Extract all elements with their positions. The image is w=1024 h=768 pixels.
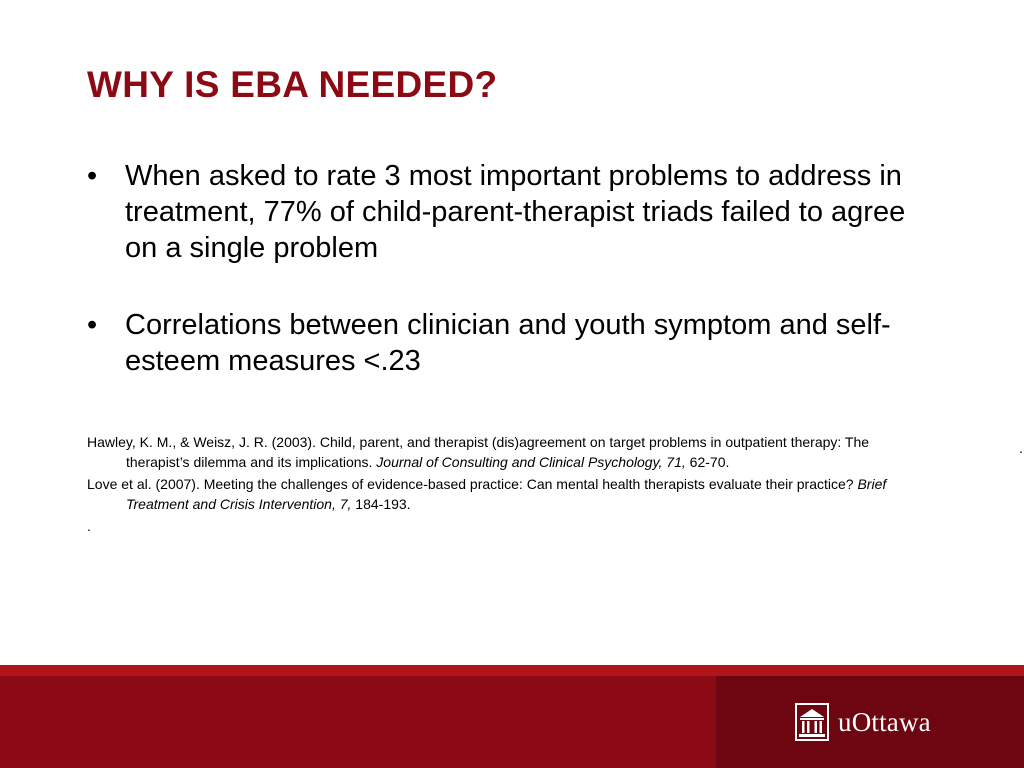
slide-title: WHY IS EBA NEEDED?: [87, 64, 498, 105]
reference-pages: 62-70.: [685, 453, 730, 470]
uottawa-logo: [795, 703, 931, 741]
reference-hawley: [87, 433, 917, 472]
reference-journal: Journal of Consulting and Clinical Psychology, 71,: [376, 453, 686, 470]
stray-mark: .: [1019, 440, 1023, 456]
bullet-marker: •: [87, 309, 98, 341]
university-building-icon: [795, 703, 829, 741]
reference-love: [87, 475, 917, 514]
trailing-period: .: [87, 518, 91, 534]
reference-text: Hawley, K. M., & Weisz, J. R. (2003). Child, parent, and therapist (dis)agreement on target problems in outpatient therapy: The therapist’s dilemma and its implications.: [87, 434, 870, 470]
bullet-marker: •: [87, 160, 98, 192]
bullet-item: [87, 158, 917, 266]
reference-text: Love et al. (2007). Meeting the challenges of evidence-based practice: Can mental health therapists evaluate their practice?: [87, 476, 858, 492]
bullet-list: [87, 158, 917, 379]
bullet-text: Correlations between clinician and youth symptom and self-esteem measures <.23: [125, 309, 891, 377]
reference-journal: Brief Treatment and Crisis Intervention, 7,: [126, 476, 887, 512]
reference-pages: 184-193.: [351, 495, 411, 512]
footer-logo-block: [716, 676, 1024, 768]
footer-highlight-line: [0, 665, 1024, 676]
footer-band: [0, 665, 1024, 768]
bullet-item: [87, 307, 917, 379]
bullet-text: When asked to rate 3 most important problems to address in treatment, 77% of child-parent-therapist triads failed to agree on a single problem: [125, 160, 906, 264]
logo-text: uOttawa: [838, 707, 931, 737]
references: [87, 433, 917, 540]
